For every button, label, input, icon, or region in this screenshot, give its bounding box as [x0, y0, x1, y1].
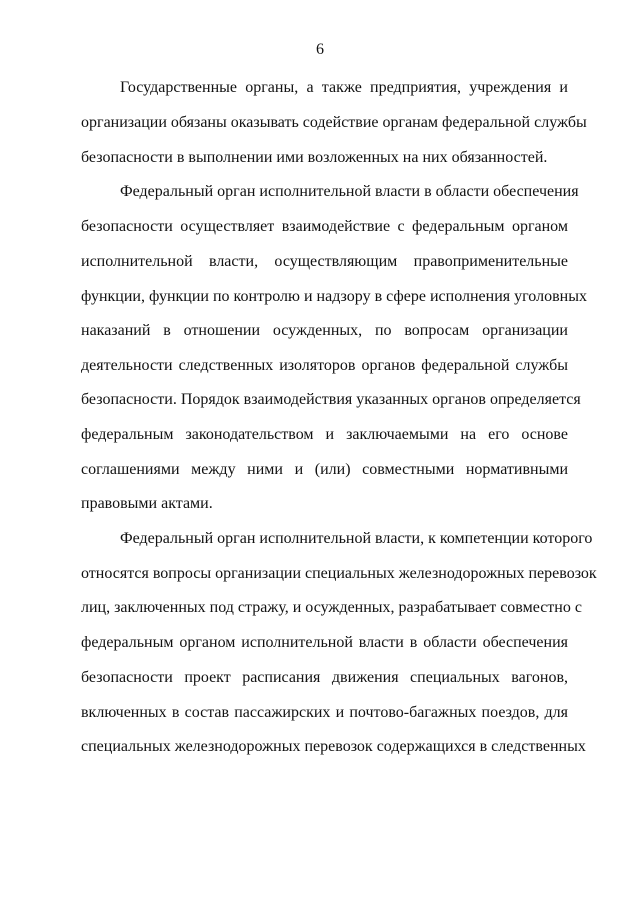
paragraph-3-line-4: федеральным органом исполнительной власти в области обеспечения	[81, 634, 568, 651]
paragraph-1-line-1: Государственные органы, а также предприятия, учреждения и	[120, 79, 568, 96]
paragraph-3-line-1: Федеральный орган исполнительной власти, к компетенции которого	[120, 530, 593, 547]
paragraph-2-line-7: безопасности. Порядок взаимодействия указанных органов определяется	[81, 391, 581, 408]
paragraph-2-line-1: Федеральный орган исполнительной власти в области обеспечения	[120, 183, 579, 200]
paragraph-1-line-2: организации обязаны оказывать содействие органам федеральной службы	[81, 114, 587, 131]
paragraph-3-line-6: включенных в состав пассажирских и почтово-багажных поездов, для	[81, 704, 568, 721]
paragraph-3-line-7: специальных железнодорожных перевозок содержащихся в следственных	[81, 738, 586, 755]
paragraph-2-line-10: правовыми актами.	[81, 495, 213, 512]
paragraph-2-line-9: соглашениями между ними и (или) совместными нормативными	[81, 461, 568, 478]
paragraph-3-line-2: относятся вопросы организации специальных железнодорожных перевозок	[81, 565, 597, 582]
paragraph-2-line-4: функции, функции по контролю и надзору в сфере исполнения уголовных	[81, 288, 587, 305]
paragraph-1-line-3: безопасности в выполнении ими возложенных на них обязанностей.	[81, 149, 548, 166]
paragraph-2-line-3: исполнительной власти, осуществляющим правоприменительные	[81, 253, 568, 270]
paragraph-2-line-8: федеральным законодательством и заключаемыми на его основе	[81, 426, 568, 443]
paragraph-3-line-3: лиц, заключенных под стражу, и осужденных, разрабатывает совместно с	[81, 599, 582, 616]
paragraph-2-line-6: деятельности следственных изоляторов органов федеральной службы	[81, 357, 568, 374]
paragraph-2-line-5: наказаний в отношении осужденных, по вопросам организации	[81, 322, 568, 339]
page-number: 6	[316, 41, 324, 58]
paragraph-2-line-2: безопасности осуществляет взаимодействие с федеральным органом	[81, 218, 568, 235]
paragraph-3-line-5: безопасности проект расписания движения специальных вагонов,	[81, 669, 568, 686]
